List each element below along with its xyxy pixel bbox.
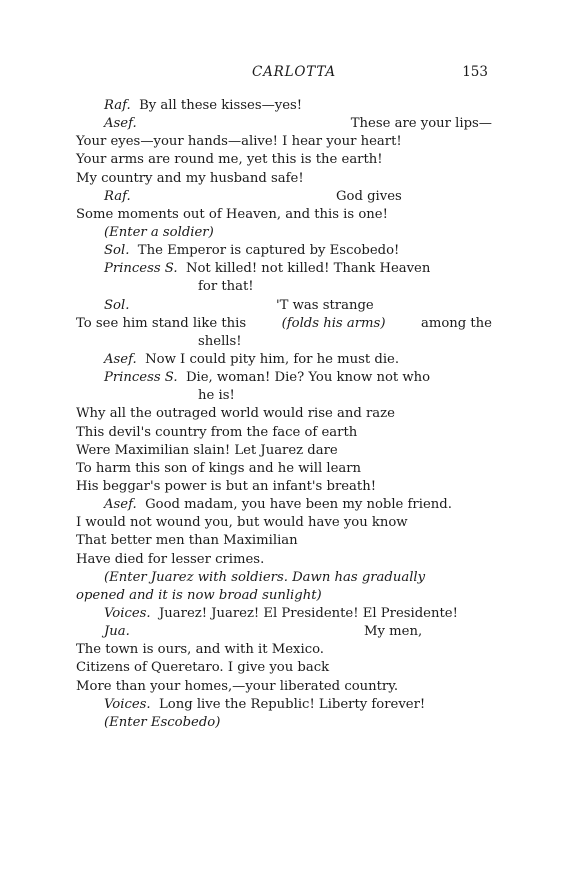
dialogue: Die, woman! Die? You know not who: [185, 370, 431, 386]
speaker-label: Sol.: [104, 243, 130, 259]
text-line: [76, 496, 492, 514]
text-line: [76, 623, 492, 641]
dialogue: Not killed! not killed! Thank Heaven: [185, 261, 431, 277]
dialogue: among the: [420, 315, 492, 331]
dialogue: My men,: [364, 624, 423, 640]
page-header: [0, 64, 568, 84]
speaker-label: Raf.: [104, 188, 131, 204]
speaker-label: Voices.: [104, 696, 151, 712]
text-line: [76, 115, 492, 133]
text-line: Citizens of Queretaro. I give you back: [76, 660, 330, 676]
speaker-label: Voices.: [104, 605, 151, 621]
text-line: [76, 369, 492, 387]
text-line: [76, 97, 492, 115]
running-head: CARLOTTA: [252, 64, 336, 80]
dialogue: Now I could pity him, for he must die.: [145, 351, 400, 367]
text-line: Your eyes—your hands—alive! I hear your heart!: [76, 134, 402, 150]
text-line: [76, 297, 492, 315]
text-line: [76, 696, 492, 714]
text-line: for that!: [198, 279, 254, 295]
speaker-label: Raf.: [104, 98, 131, 113]
text-line: Were Maximilian slain! Let Juarez dare: [76, 442, 338, 458]
text-line: he is!: [198, 388, 235, 404]
text-line: This devil's country from the face of earth: [76, 424, 358, 440]
text-line: [76, 242, 492, 260]
speaker-label: Jua.: [104, 624, 130, 640]
text-line: I would not wound you, but would have you know: [76, 515, 408, 531]
speaker-label: Sol.: [104, 297, 130, 313]
text-line: shells!: [198, 333, 242, 349]
dialogue: 'T was strange: [276, 297, 374, 313]
text-line: [76, 351, 492, 369]
dialogue: These are your lips—: [350, 116, 492, 132]
text-line: His beggar's power is but an infant's breath!: [76, 478, 377, 494]
page-number: 153: [462, 64, 488, 80]
dialogue: God gives: [336, 188, 402, 204]
text-line: Some moments out of Heaven, and this is one!: [76, 206, 388, 222]
text-line: Have died for lesser crimes.: [76, 551, 265, 567]
stage-direction: opened and it is now broad sunlight): [76, 587, 322, 603]
dialogue: Good madam, you have been my noble friend.: [145, 497, 452, 513]
text-line: The town is ours, and with it Mexico.: [76, 642, 324, 658]
speaker-label: Asef.: [104, 497, 137, 513]
stage-direction: (Enter a soldier): [104, 224, 214, 240]
stage-direction: (folds his arms): [281, 315, 386, 331]
speaker-label: Princess S.: [104, 370, 178, 386]
text-line: To harm this son of kings and he will learn: [76, 460, 362, 476]
speaker-label: Asef.: [104, 351, 137, 367]
dialogue: The Emperor is captured by Escobedo!: [137, 243, 400, 259]
text-line: [76, 315, 492, 333]
dialogue: To see him stand like this: [76, 315, 247, 331]
text-line: My country and my husband safe!: [76, 170, 304, 186]
dialogue: Juarez! Juarez! El Presidente! El Presidente!: [159, 605, 458, 621]
text-line: Your arms are round me, yet this is the earth!: [76, 152, 383, 168]
stage-direction: (Enter Juarez with soldiers. Dawn has gradually: [104, 569, 426, 585]
dialogue: By all these kisses—yes!: [139, 98, 303, 113]
text-line: More than your homes,—your liberated country.: [76, 678, 399, 694]
text-line: [76, 260, 492, 278]
text-line: Why all the outraged world would rise and raze: [76, 406, 395, 422]
dialogue: Long live the Republic! Liberty forever!: [159, 696, 426, 712]
speaker-label: Princess S.: [104, 261, 178, 277]
speaker-label: Asef.: [104, 116, 137, 132]
text-line: [76, 605, 492, 623]
text-line: [76, 188, 492, 206]
text-line: That better men than Maximilian: [76, 533, 298, 549]
play-text: [76, 97, 492, 732]
stage-direction: (Enter Escobedo): [104, 714, 221, 730]
